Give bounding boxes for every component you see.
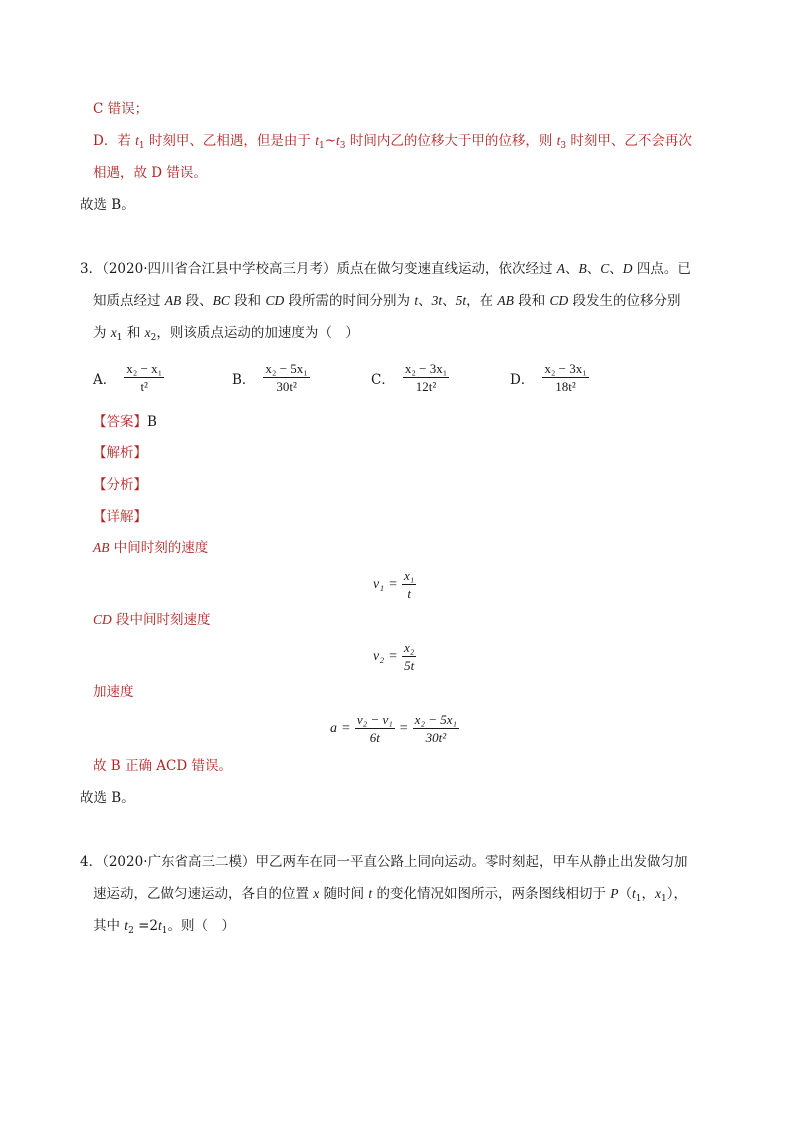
option-label: D． bbox=[510, 371, 535, 388]
option-d-explanation-line1 bbox=[93, 131, 692, 151]
q3-choose-answer: 故选 B。 bbox=[80, 790, 135, 806]
subscript: 1 bbox=[635, 894, 642, 904]
text: =2 bbox=[133, 918, 158, 934]
denominator: t bbox=[407, 586, 411, 601]
var-t: t bbox=[632, 886, 636, 901]
answer-value: B bbox=[147, 414, 157, 430]
text: 、 bbox=[609, 261, 623, 277]
text: 3．（2020·四川省合江县中学校高三月考）质点在做匀变速直线运动，依次经过 bbox=[80, 261, 557, 277]
numerator: x₁ bbox=[404, 568, 415, 583]
text: 四点。已 bbox=[632, 261, 691, 277]
cd-midpoint-text bbox=[93, 610, 211, 630]
var-t: t bbox=[368, 886, 373, 901]
fraction bbox=[402, 567, 416, 602]
fraction bbox=[413, 711, 459, 746]
fraction bbox=[355, 711, 395, 746]
point-p: P bbox=[610, 886, 619, 901]
equation-v1 bbox=[373, 567, 416, 602]
numerator: x₂ − 5x₁ bbox=[265, 361, 308, 376]
var-t: t bbox=[158, 918, 162, 933]
text: 、 bbox=[586, 261, 601, 277]
time-5t: 5t bbox=[455, 293, 467, 308]
denominator: t² bbox=[140, 379, 148, 394]
q3-stem-line2 bbox=[93, 291, 681, 311]
subscript: 1 bbox=[138, 141, 145, 151]
var-x: x bbox=[313, 886, 320, 901]
equation-v2 bbox=[373, 639, 416, 674]
text: 中间时刻的速度 bbox=[109, 540, 209, 556]
text: （ bbox=[618, 886, 632, 902]
subscript: 1 bbox=[661, 894, 667, 904]
var-t: t bbox=[315, 133, 319, 148]
text: 段发生的位移分别 bbox=[568, 293, 681, 309]
point-a: A bbox=[556, 261, 566, 276]
var-x: x bbox=[655, 886, 661, 901]
text: D．若 bbox=[93, 133, 136, 149]
prev-choose-answer: 故选 B。 bbox=[80, 197, 135, 213]
subscript: 1 bbox=[318, 141, 325, 151]
option-a[interactable] bbox=[93, 360, 164, 395]
point-c: C bbox=[600, 261, 610, 276]
option-d[interactable] bbox=[510, 360, 589, 395]
var-x: x bbox=[110, 325, 117, 340]
option-label: A． bbox=[93, 371, 117, 388]
text: 的变化情况如图所示，两条图线相切于 bbox=[372, 886, 611, 902]
denominator: 18t² bbox=[555, 379, 576, 394]
numerator: v₂ − v₁ bbox=[356, 712, 393, 727]
answer-label: 【答案】 bbox=[93, 414, 147, 430]
subscript: 1 bbox=[116, 333, 123, 343]
subscript: 2 bbox=[150, 333, 157, 343]
q4-stem-line2 bbox=[93, 884, 687, 904]
fraction bbox=[542, 360, 588, 395]
segment-cd: CD bbox=[93, 612, 112, 627]
point-d: D bbox=[622, 261, 633, 276]
q4-stem-line3 bbox=[93, 916, 235, 936]
text: 段所需的时间分别为 bbox=[284, 293, 415, 309]
eq-lhs: v₁ bbox=[373, 576, 385, 592]
option-b[interactable] bbox=[232, 360, 310, 395]
text: 为 bbox=[93, 325, 111, 341]
detail-heading: 【详解】 bbox=[93, 509, 147, 525]
text: 、 bbox=[442, 293, 456, 309]
segment-cd: CD bbox=[549, 293, 569, 308]
equals-sign: = bbox=[389, 648, 397, 664]
text: 时间内乙的位移大于甲的位移，则 bbox=[345, 133, 557, 149]
text: 速运动，乙做匀速运动，各自的位置 bbox=[93, 886, 314, 902]
time-t: t bbox=[414, 293, 419, 308]
ab-midpoint-text bbox=[93, 538, 208, 558]
var-t: t bbox=[124, 918, 129, 933]
text: 、 bbox=[418, 293, 432, 309]
denominator: 6t bbox=[369, 730, 380, 745]
eq-lhs: a bbox=[330, 720, 337, 736]
var-t: t bbox=[336, 133, 340, 148]
text: ）， bbox=[666, 886, 687, 902]
answer-line bbox=[93, 412, 157, 432]
time-3t: 3t bbox=[431, 293, 443, 308]
option-c[interactable] bbox=[371, 360, 449, 395]
fraction bbox=[403, 360, 449, 395]
acceleration-label: 加速度 bbox=[93, 684, 134, 700]
fraction bbox=[263, 360, 309, 395]
segment-ab: AB bbox=[164, 293, 182, 308]
denominator: 30t² bbox=[276, 379, 297, 394]
text: 随时间 bbox=[319, 886, 369, 902]
denominator: 5t bbox=[404, 658, 415, 673]
analysis-heading: 【解析】 bbox=[93, 445, 147, 461]
text: ，在 bbox=[466, 293, 498, 309]
text: 、 bbox=[565, 261, 579, 277]
numerator: x₂ bbox=[404, 640, 415, 655]
subscript: 1 bbox=[161, 926, 168, 936]
point-b: B bbox=[578, 261, 587, 276]
option-d-explanation-line2: 相遇，故 D 错误。 bbox=[93, 165, 207, 181]
q4-stem-line1: 4．（2020·广东省高三二模）甲乙两车在同一平直公路上同向运动。零时刻起，甲车从静止出发做匀加 bbox=[80, 854, 688, 870]
var-x: x bbox=[144, 325, 151, 340]
text: 段和 bbox=[229, 293, 266, 309]
numerator: x₂ − 3x₁ bbox=[404, 361, 448, 376]
q3-stem-line1 bbox=[80, 259, 691, 279]
segment-ab: AB bbox=[93, 540, 110, 555]
q3-stem-line3 bbox=[93, 323, 359, 343]
option-label: C． bbox=[371, 371, 395, 388]
var-t: t bbox=[556, 133, 561, 148]
text: 时刻甲、乙不会再次 bbox=[566, 133, 692, 149]
numerator: x₂ − x₁ bbox=[126, 361, 163, 376]
text: 知质点经过 bbox=[93, 293, 165, 309]
denominator: 30t² bbox=[425, 730, 447, 745]
eq-lhs: v₂ bbox=[373, 648, 385, 664]
q3-conclusion: 故 B 正确 ACD 错误。 bbox=[93, 758, 232, 774]
text: ，则该质点运动的加速度为（ ） bbox=[156, 325, 359, 341]
subscript: 3 bbox=[560, 141, 567, 151]
text: ~ bbox=[324, 133, 337, 149]
text: 其中 bbox=[93, 918, 125, 934]
fraction bbox=[124, 360, 164, 395]
subscript: 2 bbox=[128, 926, 134, 936]
option-c-conclusion: C 错误； bbox=[93, 101, 149, 117]
equals-sign: = bbox=[389, 576, 397, 592]
text: ， bbox=[641, 886, 655, 902]
text: 时刻甲、乙相遇，但是由于 bbox=[144, 133, 316, 149]
text: 段和 bbox=[513, 293, 550, 309]
text: 。则（ ） bbox=[167, 918, 235, 934]
segment-bc: BC bbox=[212, 293, 230, 308]
segment-ab: AB bbox=[497, 293, 514, 308]
subscript: 3 bbox=[339, 141, 346, 151]
equals-sign: = bbox=[399, 720, 408, 736]
text: 段中间时刻速度 bbox=[111, 612, 211, 628]
option-label: B． bbox=[232, 371, 256, 388]
fenxi-heading: 【分析】 bbox=[93, 477, 147, 493]
numerator: x₂ − 5x₁ bbox=[414, 712, 458, 727]
text: 和 bbox=[122, 325, 145, 341]
denominator: 12t² bbox=[415, 379, 437, 394]
text: 段、 bbox=[181, 293, 213, 309]
fraction bbox=[402, 639, 416, 674]
segment-cd: CD bbox=[265, 293, 285, 308]
numerator: x₂ − 3x₁ bbox=[544, 361, 587, 376]
equation-a bbox=[330, 711, 459, 746]
var-t: t bbox=[135, 133, 139, 148]
equals-sign: = bbox=[342, 720, 350, 736]
